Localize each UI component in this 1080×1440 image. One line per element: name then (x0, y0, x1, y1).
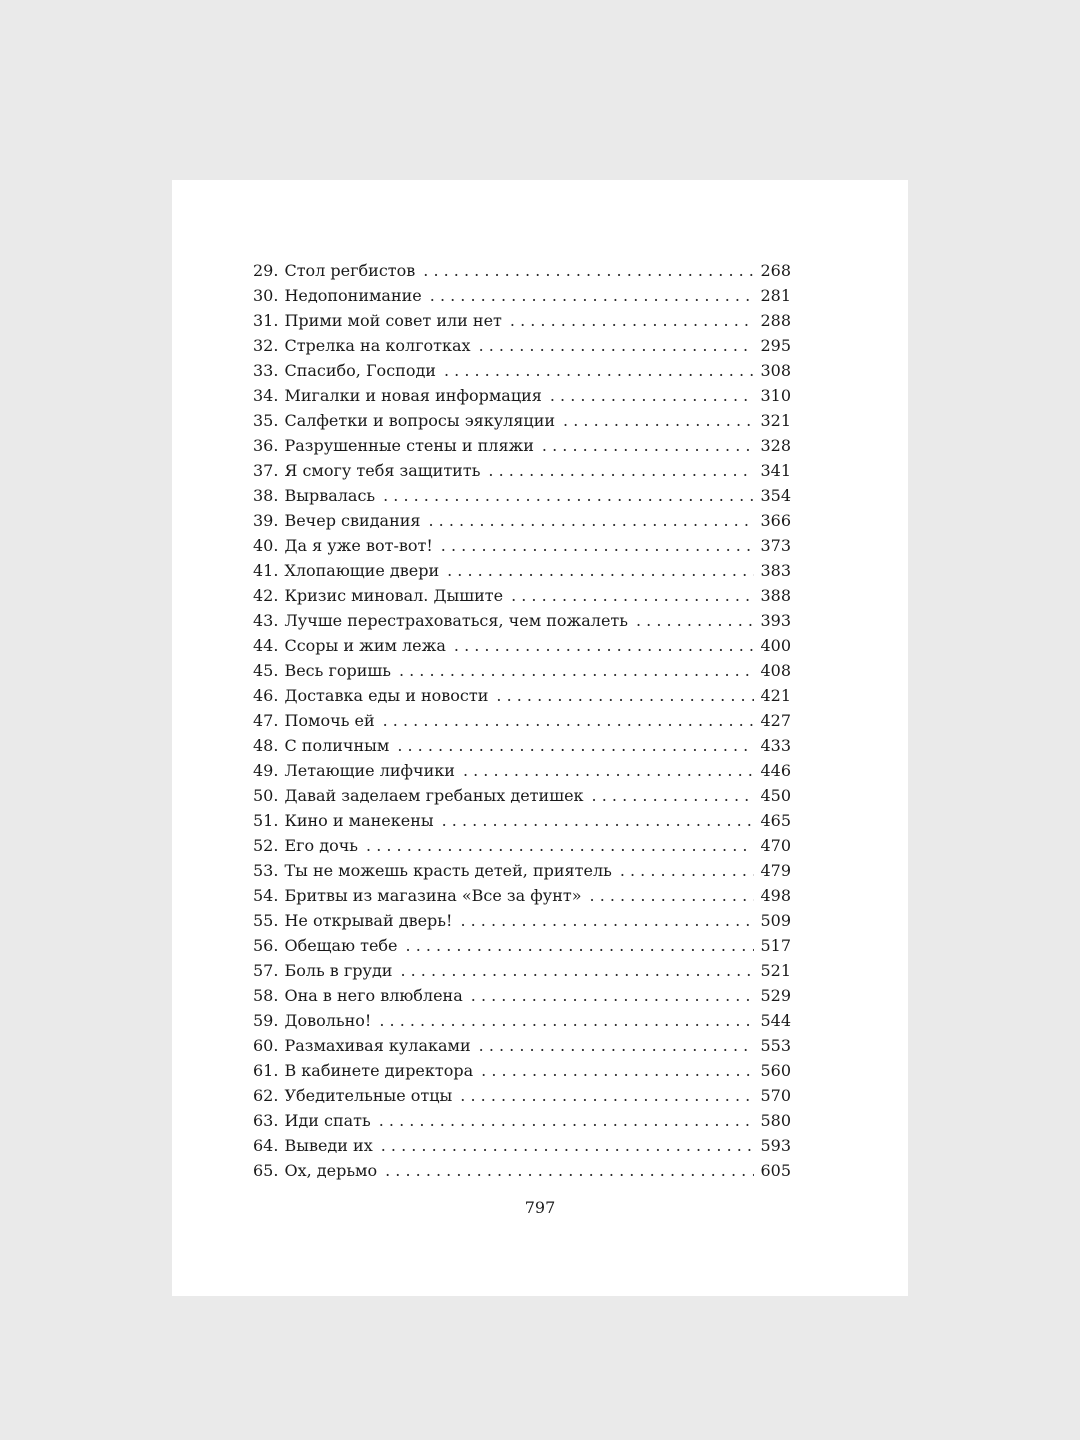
toc-entry (253, 558, 791, 583)
chapter-title: Размахивая кулаками (284, 1036, 471, 1055)
toc-entry (253, 833, 791, 858)
chapter-title: Кино и манекены (284, 811, 434, 830)
chapter-title: Бритвы из магазина «Все за фунт» (284, 886, 582, 905)
toc-entry (253, 1158, 791, 1183)
chapter-title: Не открывай дверь! (284, 911, 453, 930)
chapter-page-number: 553 (760, 1036, 791, 1055)
chapter-title: Салфетки и вопросы эякуляции (284, 411, 556, 430)
chapter-number: 63. (253, 1111, 279, 1130)
chapter-title: Да я уже вот-вот! (284, 536, 433, 555)
toc-entry (253, 1133, 791, 1158)
dot-leader (563, 408, 754, 433)
toc-entry (253, 533, 791, 558)
toc-entry (253, 383, 791, 408)
chapter-number: 61. (253, 1061, 279, 1080)
chapter-title: Обещаю тебе (284, 936, 398, 955)
toc-entry (253, 333, 791, 358)
chapter-number: 52. (253, 836, 279, 855)
toc-entry (253, 958, 791, 983)
chapter-title: Ты не можешь красть детей, приятель (284, 861, 612, 880)
chapter-title: Довольно! (284, 1011, 372, 1030)
toc-entry (253, 1058, 791, 1083)
toc-entry (253, 808, 791, 833)
chapter-page-number: 450 (760, 786, 791, 805)
dot-leader (383, 483, 754, 508)
chapter-number: 35. (253, 411, 279, 430)
toc-entry (253, 858, 791, 883)
chapter-number: 53. (253, 861, 279, 880)
chapter-number: 48. (253, 736, 279, 755)
toc-entry (253, 1033, 791, 1058)
toc-entry (253, 1108, 791, 1133)
toc-entry (253, 358, 791, 383)
toc-entry (253, 908, 791, 933)
chapter-page-number: 400 (760, 636, 791, 655)
chapter-number: 59. (253, 1011, 279, 1030)
dot-leader (454, 633, 755, 658)
chapter-page-number: 321 (760, 411, 791, 430)
chapter-page-number: 560 (760, 1061, 791, 1080)
chapter-page-number: 433 (760, 736, 791, 755)
chapter-number: 32. (253, 336, 279, 355)
toc-entry (253, 683, 791, 708)
toc-entry (253, 883, 791, 908)
chapter-number: 44. (253, 636, 279, 655)
dot-leader (399, 658, 755, 683)
dot-leader (479, 333, 755, 358)
chapter-page-number: 465 (760, 811, 791, 830)
chapter-page-number: 605 (760, 1161, 791, 1180)
dot-leader (441, 533, 755, 558)
chapter-number: 36. (253, 436, 279, 455)
toc-entry (253, 483, 791, 508)
toc-entry (253, 983, 791, 1008)
dot-leader (383, 708, 755, 733)
chapter-page-number: 268 (760, 261, 791, 280)
chapter-title: Мигалки и новая информация (284, 386, 542, 405)
dot-leader (460, 908, 754, 933)
chapter-number: 46. (253, 686, 279, 705)
chapter-number: 34. (253, 386, 279, 405)
chapter-page-number: 310 (760, 386, 791, 405)
chapter-page-number: 328 (760, 436, 791, 455)
chapter-number: 60. (253, 1036, 279, 1055)
book-page (172, 180, 908, 1296)
chapter-title: В кабинете директора (284, 1061, 474, 1080)
chapter-number: 58. (253, 986, 279, 1005)
dot-leader (379, 1108, 755, 1133)
toc-entry (253, 733, 791, 758)
dot-leader (444, 358, 754, 383)
chapter-page-number: 544 (760, 1011, 791, 1030)
chapter-title: Убедительные отцы (284, 1086, 453, 1105)
dot-leader (510, 308, 755, 333)
dot-leader (400, 958, 754, 983)
dot-leader (542, 433, 755, 458)
chapter-title: Помочь ей (284, 711, 375, 730)
dot-leader (406, 933, 755, 958)
dot-leader (429, 508, 755, 533)
toc-entry (253, 458, 791, 483)
chapter-number: 41. (253, 561, 279, 580)
toc-entry (253, 783, 791, 808)
dot-leader (620, 858, 755, 883)
dot-leader (397, 733, 754, 758)
chapter-page-number: 446 (760, 761, 791, 780)
table-of-contents (253, 258, 791, 1183)
chapter-number: 49. (253, 761, 279, 780)
chapter-number: 43. (253, 611, 279, 630)
chapter-number: 37. (253, 461, 279, 480)
chapter-number: 29. (253, 261, 279, 280)
chapter-title: Хлопающие двери (284, 561, 440, 580)
chapter-page-number: 509 (760, 911, 791, 930)
dot-leader (430, 283, 755, 308)
dot-leader (550, 383, 755, 408)
chapter-page-number: 288 (760, 311, 791, 330)
chapter-page-number: 308 (760, 361, 791, 380)
dot-leader (442, 808, 755, 833)
dot-leader (379, 1008, 754, 1033)
chapter-page-number: 341 (760, 461, 791, 480)
dot-leader (481, 1058, 754, 1083)
dot-leader (463, 758, 755, 783)
chapter-page-number: 383 (760, 561, 791, 580)
chapter-page-number: 529 (760, 986, 791, 1005)
dot-leader (460, 1083, 754, 1108)
chapter-page-number: 295 (760, 336, 791, 355)
chapter-page-number: 580 (760, 1111, 791, 1130)
toc-entry (253, 608, 791, 633)
chapter-title: Боль в груди (284, 961, 393, 980)
chapter-page-number: 388 (760, 586, 791, 605)
chapter-page-number: 421 (760, 686, 791, 705)
dot-leader (479, 1033, 755, 1058)
toc-entry (253, 933, 791, 958)
chapter-number: 38. (253, 486, 279, 505)
toc-entry (253, 633, 791, 658)
chapter-title: Доставка еды и новости (284, 686, 489, 705)
dot-leader (496, 683, 754, 708)
chapter-page-number: 354 (760, 486, 791, 505)
chapter-title: Его дочь (284, 836, 359, 855)
chapter-page-number: 517 (760, 936, 791, 955)
chapter-page-number: 408 (760, 661, 791, 680)
chapter-page-number: 498 (760, 886, 791, 905)
chapter-number: 33. (253, 361, 279, 380)
chapter-title: Стрелка на колготках (284, 336, 471, 355)
dot-leader (366, 833, 754, 858)
chapter-title: Кризис миновал. Дышите (284, 586, 504, 605)
toc-entry (253, 408, 791, 433)
dot-leader (385, 1158, 754, 1183)
chapter-number: 40. (253, 536, 279, 555)
chapter-title: Вечер свидания (284, 511, 421, 530)
chapter-number: 42. (253, 586, 279, 605)
chapter-title: Спасибо, Господи (284, 361, 436, 380)
chapter-page-number: 479 (760, 861, 791, 880)
chapter-title: Прими мой совет или нет (284, 311, 502, 330)
chapter-page-number: 373 (760, 536, 791, 555)
dot-leader (423, 258, 754, 283)
toc-entry (253, 433, 791, 458)
chapter-number: 64. (253, 1136, 279, 1155)
chapter-title: Недопонимание (284, 286, 422, 305)
chapter-title: Ох, дерьмо (284, 1161, 378, 1180)
chapter-title: Вырвалась (284, 486, 376, 505)
chapter-number: 54. (253, 886, 279, 905)
chapter-number: 65. (253, 1161, 279, 1180)
dot-leader (511, 583, 754, 608)
chapter-title: Иди спать (284, 1111, 371, 1130)
dot-leader (636, 608, 754, 633)
dot-leader (592, 783, 755, 808)
toc-entry (253, 283, 791, 308)
chapter-title: Весь горишь (284, 661, 391, 680)
chapter-title: Стол регбистов (284, 261, 416, 280)
chapter-number: 57. (253, 961, 279, 980)
chapter-page-number: 570 (760, 1086, 791, 1105)
chapter-number: 55. (253, 911, 279, 930)
dot-leader (447, 558, 754, 583)
chapter-number: 30. (253, 286, 279, 305)
chapter-page-number: 470 (760, 836, 791, 855)
chapter-number: 45. (253, 661, 279, 680)
toc-entry (253, 308, 791, 333)
chapter-page-number: 281 (760, 286, 791, 305)
chapter-number: 62. (253, 1086, 279, 1105)
toc-entry (253, 708, 791, 733)
dot-leader (488, 458, 754, 483)
toc-entry (253, 758, 791, 783)
chapter-number: 31. (253, 311, 279, 330)
chapter-title: Летающие лифчики (284, 761, 455, 780)
chapter-page-number: 521 (760, 961, 791, 980)
toc-entry (253, 1008, 791, 1033)
chapter-title: Я смогу тебя защитить (284, 461, 481, 480)
chapter-title: Ссоры и жим лежа (284, 636, 446, 655)
toc-entry (253, 508, 791, 533)
toc-entry (253, 258, 791, 283)
chapter-title: Лучше перестраховаться, чем пожалеть (284, 611, 628, 630)
chapter-title: Давай заделаем гребаных детишек (284, 786, 584, 805)
chapter-title: Разрушенные стены и пляжи (284, 436, 534, 455)
chapter-page-number: 593 (760, 1136, 791, 1155)
chapter-number: 50. (253, 786, 279, 805)
dot-leader (590, 883, 755, 908)
chapter-number: 47. (253, 711, 279, 730)
chapter-number: 56. (253, 936, 279, 955)
chapter-page-number: 366 (760, 511, 791, 530)
dot-leader (471, 983, 755, 1008)
chapter-number: 39. (253, 511, 279, 530)
toc-entry (253, 658, 791, 683)
chapter-title: Выведи их (284, 1136, 373, 1155)
chapter-title: С поличным (284, 736, 390, 755)
toc-entry (253, 583, 791, 608)
toc-entry (253, 1083, 791, 1108)
chapter-title: Она в него влюблена (284, 986, 463, 1005)
dot-leader (381, 1133, 755, 1158)
chapter-page-number: 427 (760, 711, 791, 730)
page-number: 797 (524, 1198, 556, 1217)
chapter-page-number: 393 (760, 611, 791, 630)
chapter-number: 51. (253, 811, 279, 830)
